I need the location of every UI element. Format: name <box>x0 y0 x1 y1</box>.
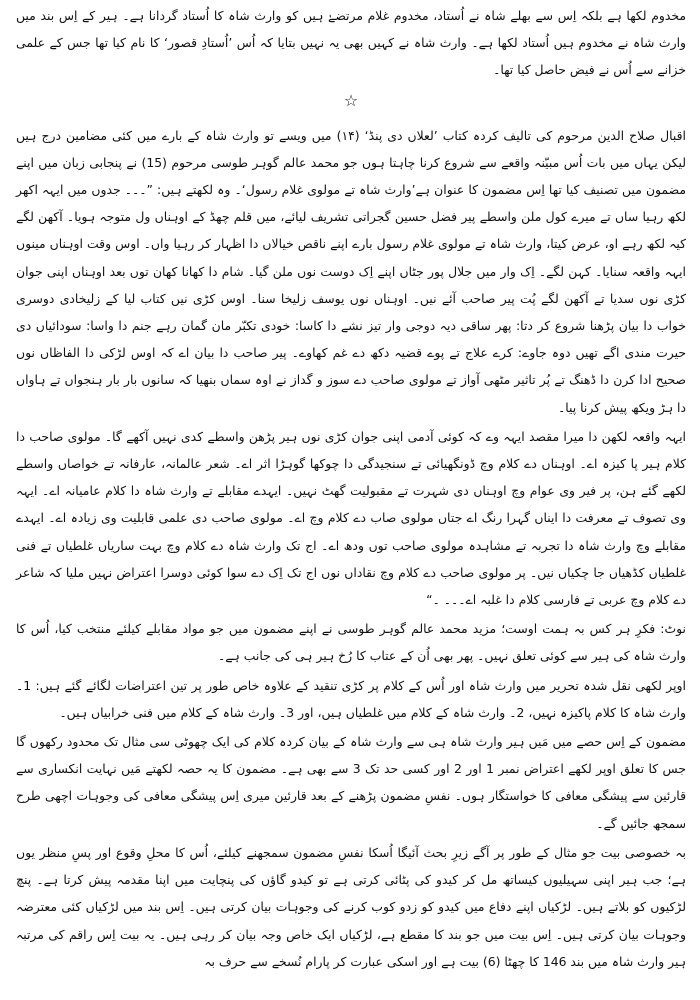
paragraph-anecdote: اقبال صلاح الدین مرحوم کی تالیف کردہ کتاب ’لعلاں دی پنڈ‘ (۱۴) میں ویسے تو وارث شاہ کے بارے میں کئی مضامین درج ہیں لیکن یہاں میں بات اُس مبیّنہ واقعے سے شروع کرنا چاہتا ہوں جو محمد عالم گوہر طوسی مرحوم (15) نے پنجابی زبان میں اپنے مضمون میں تصنیف کیا تھا اِس مضمون کا عنوان ہے’وارث شاہ تے مولوی غلام رسول‘۔ وہ لکھتے ہیں: ”۔۔۔ جدوں میں ایہہ اکھر لکھ رہیا ساں تے میرے کول ملن واسطے پیر فضل حسین گجراتی تشریف لیائے، میں قلم چھڈ کے اوہناں ول متوجہ ہویا۔ آکھن لگے کیہ لکھ رہے او، عرض کیتا، وارث شاہ تے مولوی غلام رسول بارے اپنے ناقص خیالاں دا اظہار کر رہیا واں۔ اوس وقت اوہناں مینوں ایہہ واقعہ سنایا۔ کہن لگے۔ اِک وار میں جلال پور جٹاں اپنے اِک دوست نوں ملن گیا۔ شام دا کھانا کھان توں بعد اوہناں اپنی جوان کڑی نوں سدیا تے آکھن لگے پُت پیر صاحب آئے نیں۔ اوہناں نوں یوسف زلیخا سنا۔ اوس کڑی نیں کتاب لیا کے زلیخادی دوسری خواب دا بیان پڑھنا شروع کر دتا: پھر ساقی دیہ دوجی وار تیز نشے دا کاسا: خودی تکبّر مان گمان رہے جنم دا واسا: سودائیاں دی حیرت مندی اگے تھیں دوہ جاوے: کرے علاج تے پوے قضیہ دکھ دے غم کھاوے۔ پیر صاحب دا بیان اے کہ اوس لڑکی دا الفاظاں نوں صحیح ادا کرن دا ڈھنگ تے پُر تاثیر مٹھی آواز تے مولوی صاحب دے سوز و گداز نے اوہ سماں بنھیا کہ سانوں بار بار ہنجواں تے ہاواں دا ہڑ ویکھ پیش کرنا پیا۔ <box>16 127 686 415</box>
star-separator-icon: ☆ <box>343 90 359 110</box>
paragraph-context: بہ خصوصی بیت جو مثال کے طور پر آگے زیرِ بحث آئیگا اُسکا نفسِ مضمون سمجھنے کیلئے، اُس کا محلِ وقوع اور پسِ منظر یوں ہے؛ جب ہیر اپنی سہیلیوں کیساتھ مل کر کیدو کی پٹائی کرتی ہے تو کیدو گاؤں کی پنچایت میں اپنا مقدمہ پیش کرتا ہے۔ پنچ لڑکیوں کو بلاتے ہیں۔ لڑکیاں اپنے دفاع میں کیدو کو زدو کوب کرنے کی وجوہات بیان کرتی ہیں۔ اِس بند میں لڑکیاں کئی معترضہ وجوہات بیان کرتی ہیں۔ اِس بیت میں جو بند کا مقطع ہے، لڑکیاں ایک خاص وجہ بیان کر رہی ہیں۔ یہ بیت اِس راقم کی مرتبہ ہیر وارث شاہ میں بند 146 کا چھٹا (6) بیت ہے اور اسکی عبارت کر پارام نُسخے سے حرف بہ <box>16 844 686 969</box>
paragraph-scope: مضمون کے اِس حصے میں مَیں ہیر وارث شاہ ہی سے وارث شاہ کے بیان کردہ کلام کی ایک چھوٹی سی مثال تک محدود رکھوں گا جس کا تعلق اوپر لکھے اعتراض نمبر 1 اور 2 اور کسی حد تک 3 سے بھی ہے۔ مضمون کا یہ حصہ لکھتے مَیں نہایت انکساری سے قارئین سے پیشگی معافی کا خواستگار ہوں۔ نفسِ مضمون پڑھنے کے بعد قارئین میری اِس پیشگی معافی کی وجوہات اچھی طرح سمجھ جائیں گے۔ <box>16 734 686 831</box>
paragraph-purpose: ایہہ واقعہ لکھن دا میرا مقصد ایہہ وے کہ کوئی آدمی اپنی جوان کڑی نوں ہیر پڑھن واسطے کدی نہیں آکھے گا۔ مولوی صاحب دا کلام ہیر پا کیزہ اے۔ اوہناں دے کلام وچ ڈونگھیائی تے سنجیدگی دا چوکھا گوہڑا اثر اے۔ شعر عالمانہ، عارفانہ تے خواصاں واسطے لکھے گئے ہن، پر فیر وی عوام وچ اوہناں دی شہرت تے مقبولیت گھٹ نہیں۔ ایہدے مقابلے تے وارث شاہ دا کلام عامیانہ اے۔ ایہہ وی تصوف تے معرفت دا ایناں گہرا رنگ اے جتاں مولوی صاب دے کلام وچ اے۔ مولوی صاحب دی علمی قابلیت وی زیادہ اے۔ ایہدے مقابلے وچ وارث شاہ دا تجربہ تے مشاہدہ مولوی صاحب توں ودھ اے۔ اج تک وارث شاہ دے کلام وچ بہت ساریاں غلطیاں تے فنی غلطیاں کڈھیاں جا چکیاں نیں۔ پر مولوی صاحب دے کلام وچ نقاداں نوں اج تک اِک دے سوا کوئی دوسرا اعتراض نہیں ملیا کہ شاعر دے کلام وچ عربی تے فارسی کلام دا غلبہ اے۔۔۔ ۔“ <box>16 428 686 608</box>
paragraph-objections: اوپر لکھی نقل شدہ تحریر میں وارث شاہ اور اُس کے کلام پر کڑی تنقید کے علاوہ خاص طور پر تین اعتراضات لگائے گئے ہیں: 1۔ وارث شاہ کا کلام پاکیزہ نہیں، 2۔ وارث شاہ کے کلام میں غلطیاں ہیں، اور 3۔ وارث شاہ کے کلام میں فنی خرابیاں ہیں۔ <box>16 677 686 720</box>
paragraph-note: نوٹ: فکرِ ہر کس بہ ہمت اوست؛ مزید محمد عالم گوہر طوسی نے اپنے مضمون میں جو مواد مقابلے کیلئے منتخب کیا، اُس کا وارث شاہ کی ہیر سے کوئی تعلق نہیں۔ پھر بھی اُن کے عتاب کا رُخ ہیر ہی کی جانب ہے۔ <box>16 621 686 664</box>
paragraph-intro: مخدوم لکھا ہے بلکہ اِس سے بھلے شاہ نے اُستاد، مخدوم غلام مرتضےٰ ہیں کو وارث شاہ کا اُستاد گردانا ہے۔ ہیر کے اِس بند میں وارث شاہ نے مخدوم ہیں اُستاد لکھا ہے۔ وارث شاہ نے کہیں بھی یہ نہیں بتایا کہ اُس ’اُستادِ قصور‘ کا نام کیا تھا جس کے علمی خزانے سے اُس نے فیض حاصل کیا تھا۔ <box>16 8 686 78</box>
